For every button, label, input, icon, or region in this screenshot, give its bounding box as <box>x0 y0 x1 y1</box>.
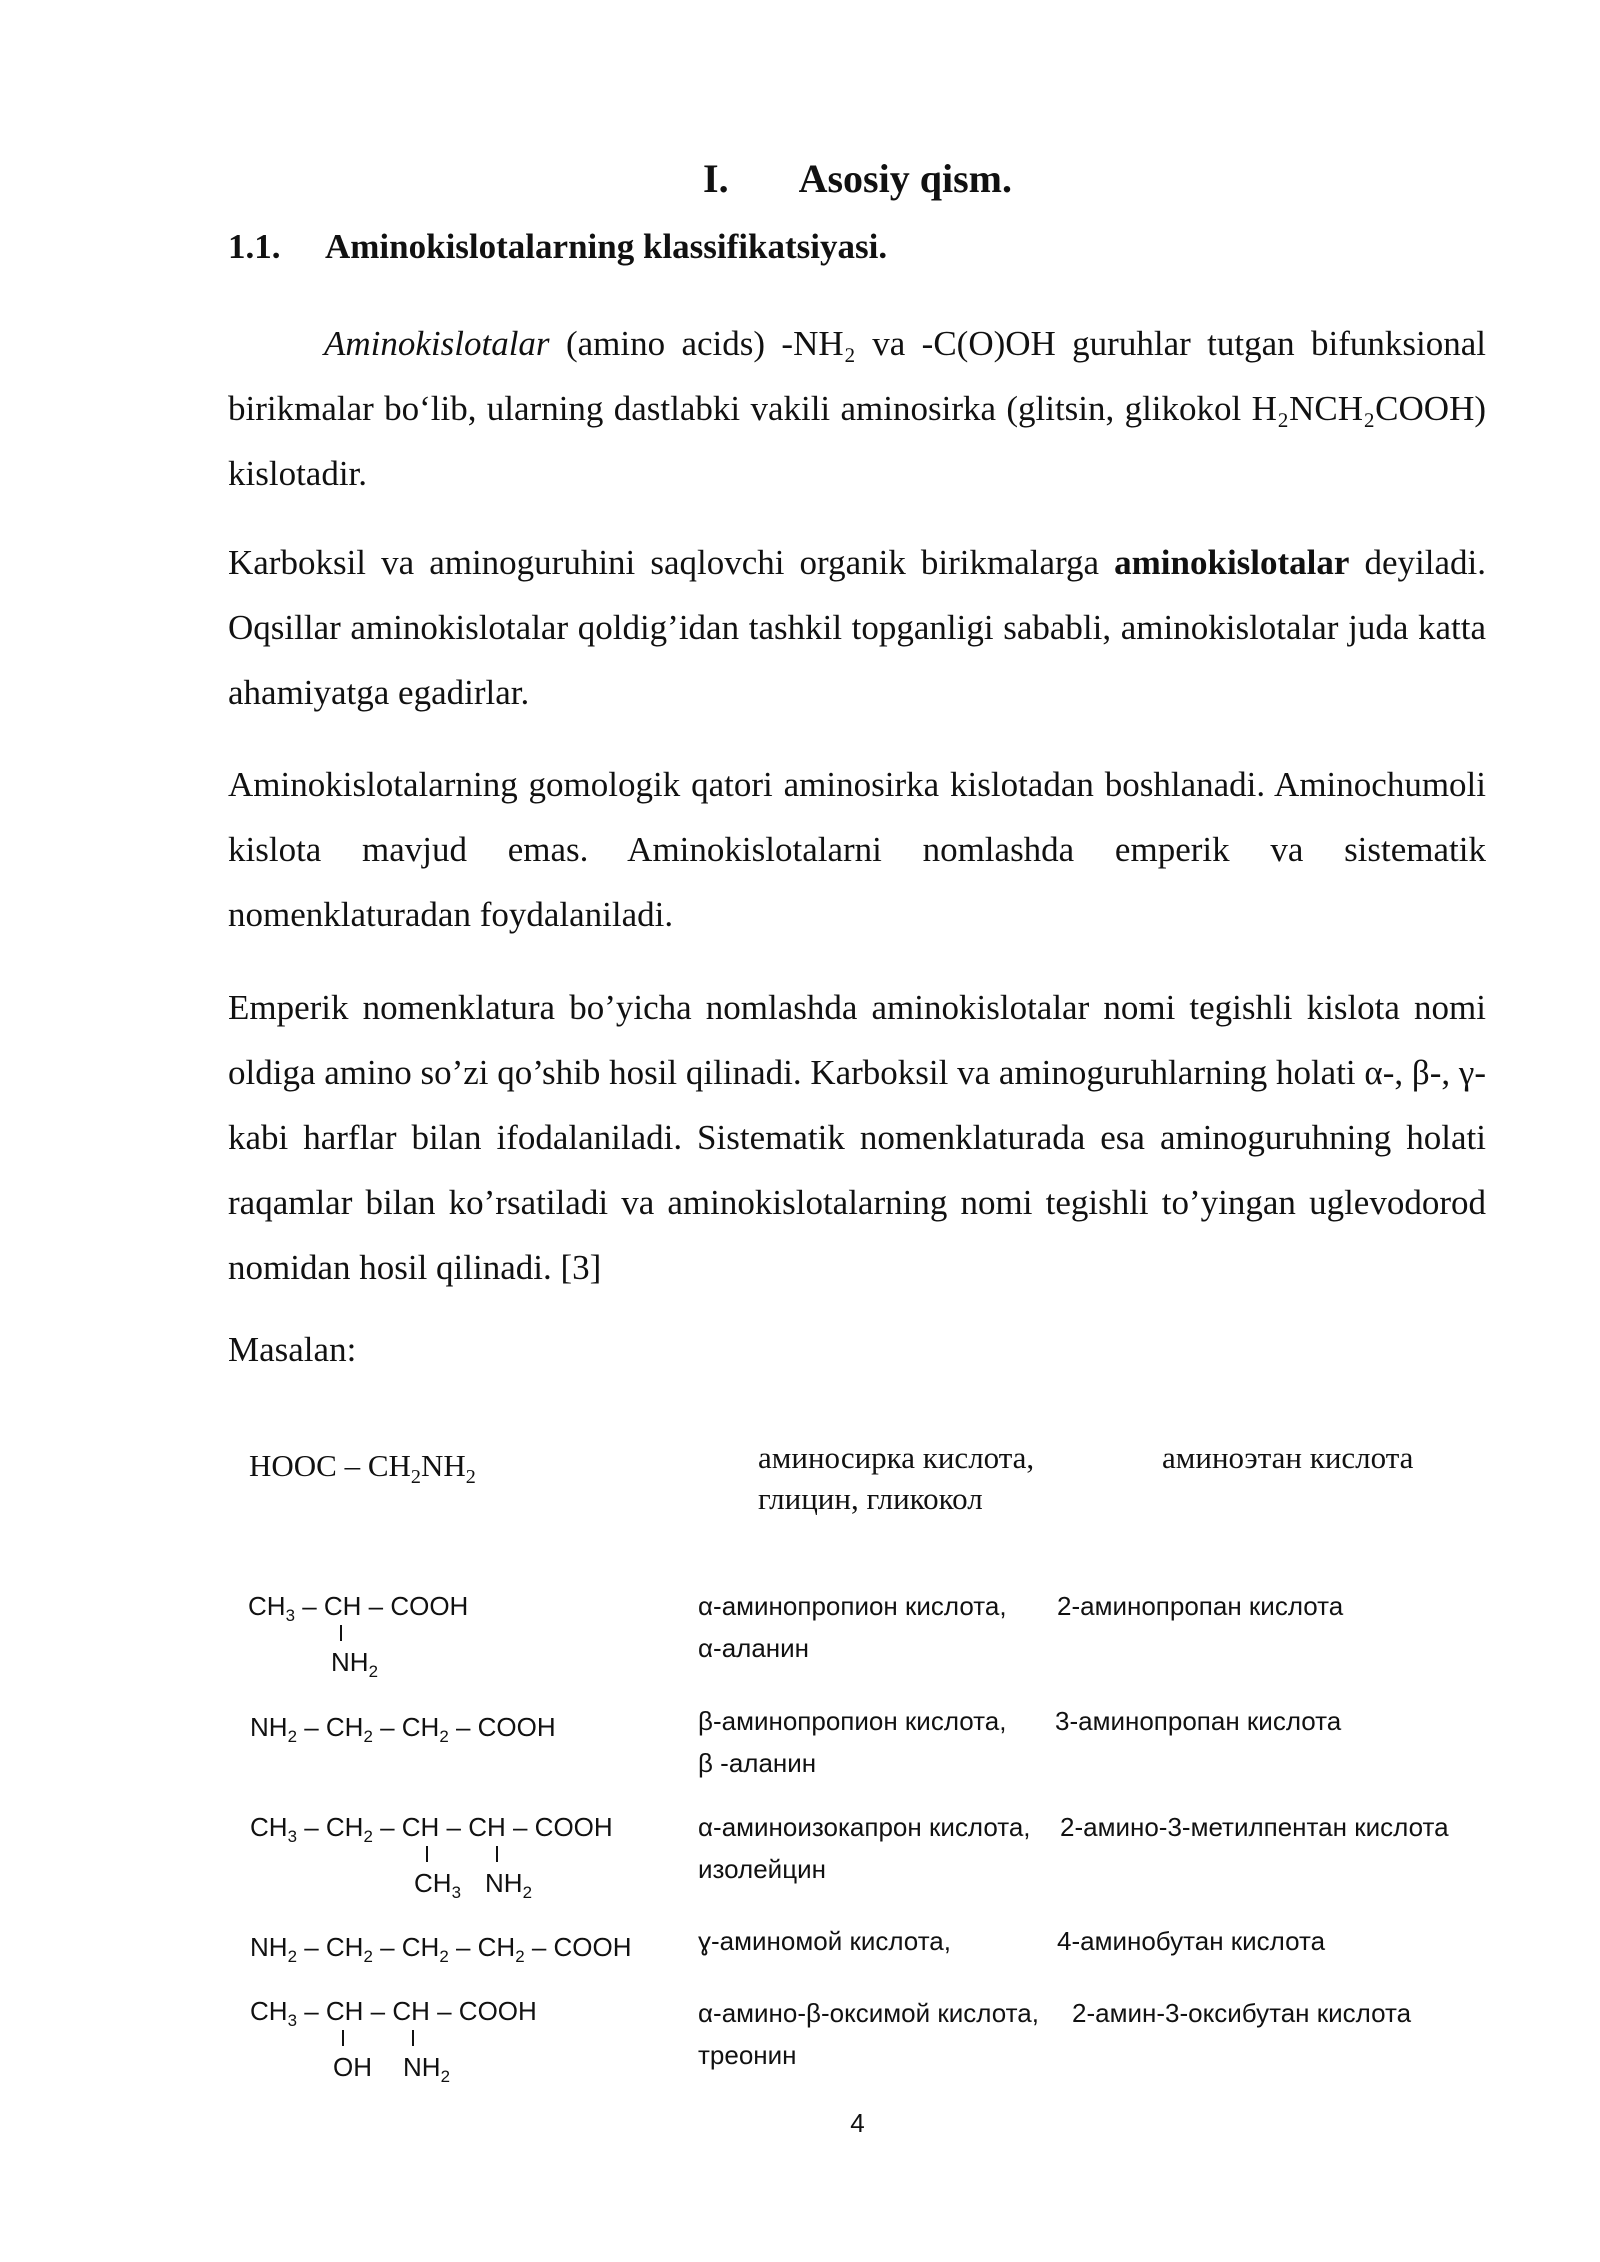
name-alanine-systematic: 2-аминопропан кислота <box>1057 1591 1344 1621</box>
paragraph-4: Emperik nomenklatura bo’yicha nomlashda aminokislotalar nomi tegishli kislota nomi oldiga amino so’zi qo’shib hosil qilinadi. Karboksil va aminoguruhlarning holati α-, β-, γ- kabi harflar bilan ifodalaniladi. Sistematik nomenklaturada esa aminoguruhning holati raqamlar bilan ko’rsatiladi va aminokislotalarning nomi tegishli to’yingan uglevodorod nomidan hosil qilinadi. [3] <box>228 988 1486 1287</box>
term-italic: Aminokislotalar <box>324 324 550 363</box>
name-isoleucine-systematic: 2-амино-3-метилпентан кислота <box>1060 1812 1449 1842</box>
name-alanine-trivial2: α-аланин <box>698 1633 810 1663</box>
formula-beta-alanine: $NH_2 - CH_2 - CH_2$ – COOH <box>250 1712 556 1746</box>
name-glycine-systematic: аминоэтан кислота <box>1162 1440 1414 1475</box>
paragraph-3: Aminokislotalarning gomologik qatori aminosirka kislotadan boshlanadi. Aminochumoli kislota mavjud emas. Aminokislotalarni nomlashda emperik va sistematik nomenklaturadan foydalaniladi. <box>228 765 1486 934</box>
formula-isoleucine-substituent-2: $NH_2$ <box>485 1868 532 1902</box>
chapter-number: I. <box>703 156 729 201</box>
chapter-title: Asosiy qism. <box>798 156 1012 201</box>
name-isoleucine-trivial2: изолейцин <box>698 1854 826 1884</box>
name-threonine-trivial: α-амино-β-оксимой кислота, <box>698 1998 1039 2028</box>
formula-gaba: $NH_2 - CH_2 - CH_2 - CH_2$ – COOH <box>250 1932 632 1966</box>
formula-isoleucine: $CH_3 - CH_2$ – CH – CH – COOH <box>250 1812 613 1846</box>
name-beta-alanine-trivial2: β -аланин <box>698 1748 817 1778</box>
paragraph-2-post: deyiladi. Oqsillar aminokislotalar qoldig’idan tashkil topganligi sababli, aminokislotalar juda katta ahamiyatga egadirlar. <box>228 543 1486 712</box>
formula-alanine-substituent: $NH_2$ <box>331 1647 378 1681</box>
formula-threonine-substituent-1: OH <box>333 2052 372 2082</box>
formula-threonine: $CH_3$ – CH – CH – COOH <box>250 1996 537 2030</box>
name-gaba-trivial: ɣ-аминомой кислота, <box>698 1926 951 1956</box>
bond-line <box>426 1846 428 1862</box>
formula-isoleucine-substituent-1: $CH_3$ <box>414 1868 461 1902</box>
formula-alanine: $CH_3$ – CH – COOH <box>248 1591 469 1625</box>
bond-line <box>340 1625 342 1641</box>
name-isoleucine-trivial: α-аминоизокапрон кислота, <box>698 1812 1031 1842</box>
section-heading <box>228 227 887 267</box>
paragraph-1-text: (amino acids) -NH₂ va -C(O)OH guruhlar tutgan bifunksional birikmalar bo‘lib, ularning dastlabki vakili aminosirka (glitsin, glikokol H₂NCH₂COOH) kislotadir. <box>228 324 1486 493</box>
bond-line <box>342 2030 344 2046</box>
name-threonine-systematic: 2-амин-3-оксибутан кислота <box>1072 1998 1412 2028</box>
formula-threonine-substituent-2: $NH_2$ <box>403 2052 450 2086</box>
paragraph-1 <box>228 311 1486 506</box>
page-number: 4 <box>850 2108 865 2138</box>
paragraph-2-pre: Karboksil va aminoguruhini saqlovchi organik birikmalarga <box>228 543 1115 582</box>
term-bold: aminokislotalar <box>1114 543 1350 582</box>
name-beta-alanine-trivial: β-аминопропион кислота, <box>698 1706 1007 1736</box>
bond-line <box>412 2030 414 2046</box>
name-threonine-trivial2: треонин <box>698 2040 797 2070</box>
section-number: 1.1. <box>228 227 281 266</box>
name-glycine-trivial2: глицин, гликокол <box>758 1481 983 1516</box>
name-gaba-systematic: 4-аминобутан кислота <box>1057 1926 1326 1956</box>
paragraph-2 <box>228 530 1486 725</box>
masalan-label: Masalan: <box>228 1330 357 1369</box>
section-title: Aminokislotalarning klassifikatsiyasi. <box>325 227 888 266</box>
name-glycine-trivial: аминосирка кислота, <box>758 1440 1035 1475</box>
formula-glycine: HOOC – $CH_2NH_2$ <box>249 1448 476 1489</box>
name-beta-alanine-systematic: 3-аминопропан кислота <box>1055 1706 1342 1736</box>
name-alanine-trivial: α-аминопропион кислота, <box>698 1591 1007 1621</box>
chapter-heading <box>0 155 1600 202</box>
bond-line <box>496 1846 498 1862</box>
